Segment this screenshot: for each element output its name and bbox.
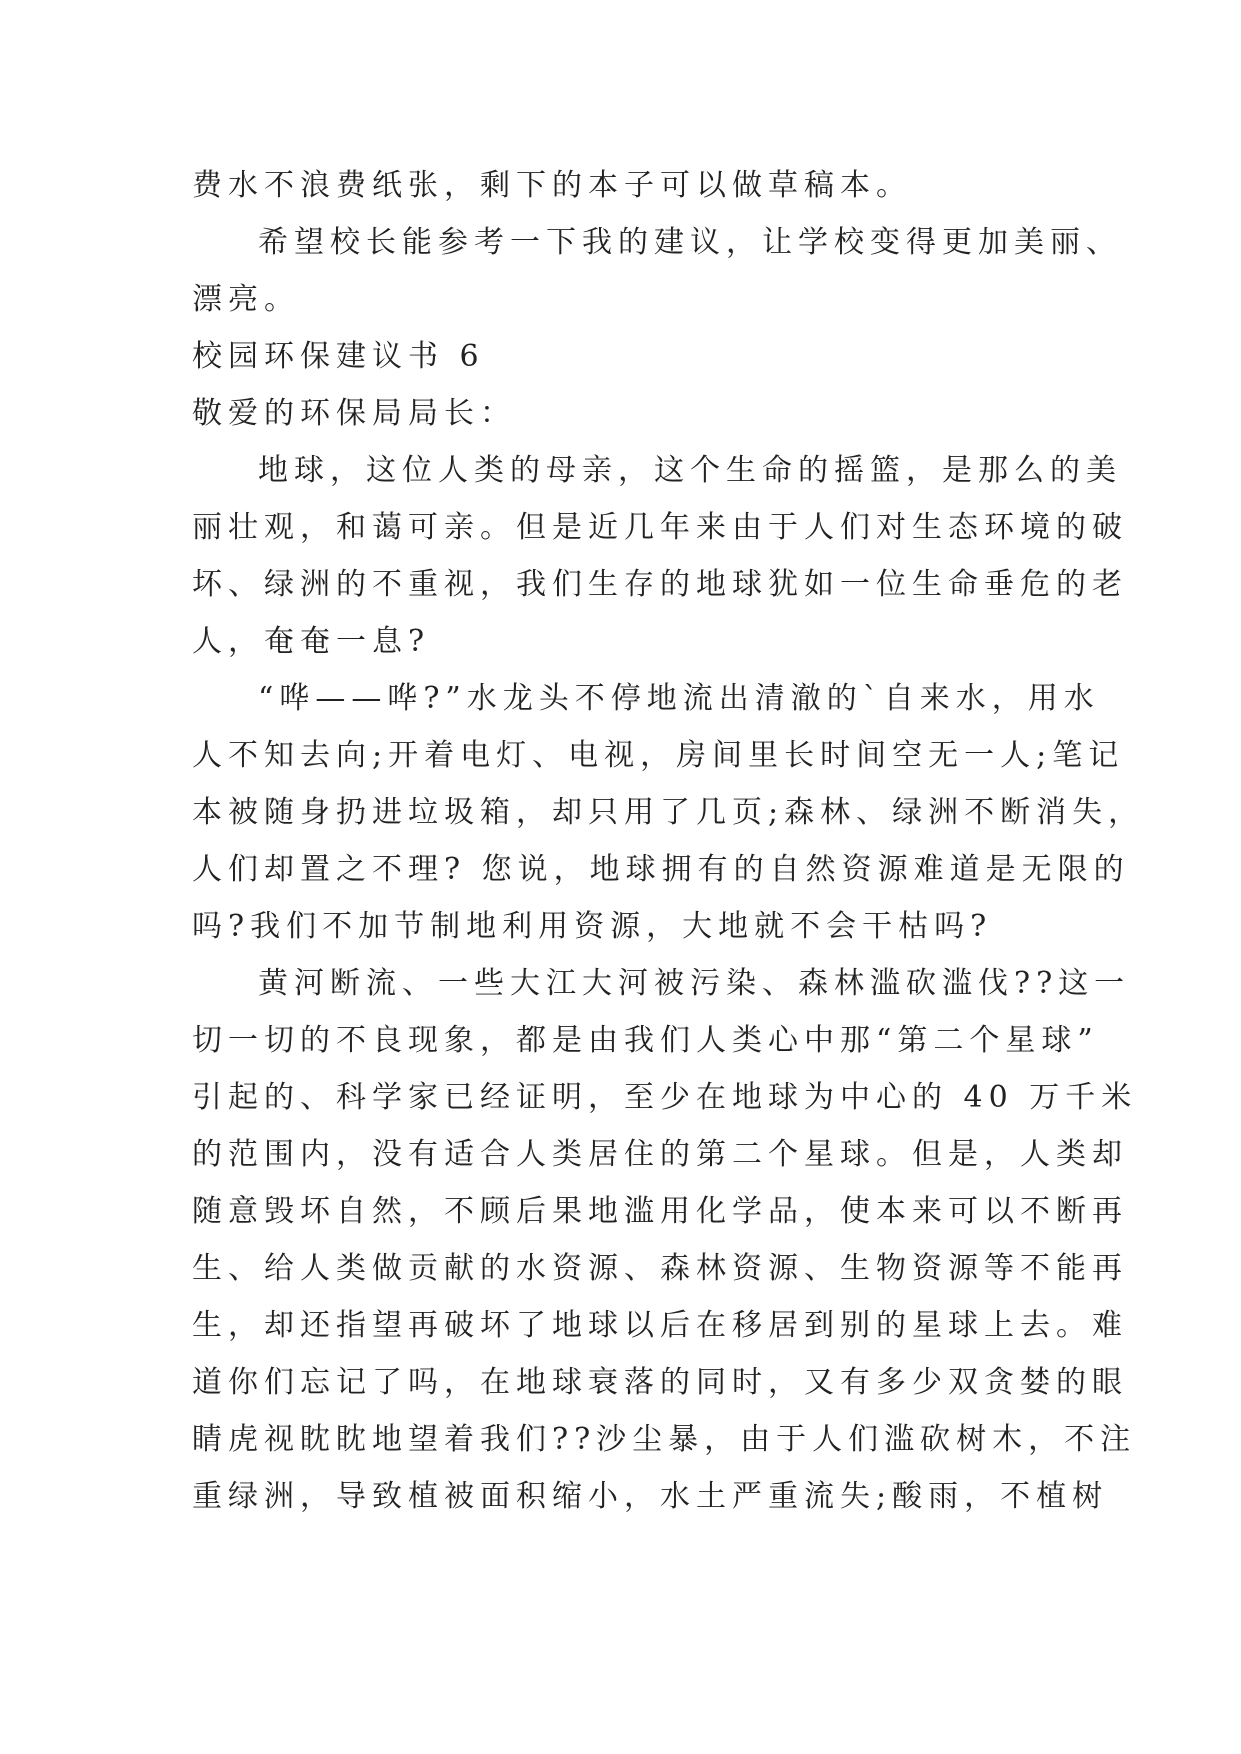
body-text-line: 睛虎视眈眈地望着我们??沙尘暴，由于人们滥砍树木，不注 bbox=[192, 1422, 1137, 1457]
body-text-line: 吗?我们不加节制地利用资源，大地就不会干枯吗? bbox=[192, 909, 993, 944]
body-text-line: 人们却置之不理? 您说，地球拥有的自然资源难道是无限的 bbox=[192, 852, 1130, 887]
paragraph-first-line: “哗——哗?”水龙头不停地流出清澈的`自来水，用水 bbox=[258, 681, 1100, 716]
body-text-line: 生，却还指望再破坏了地球以后在移居到别的星球上去。难 bbox=[192, 1308, 1128, 1343]
body-text-line: 人不知去向;开着电灯、电视，房间里长时间空无一人;笔记 bbox=[192, 738, 1125, 773]
paragraph-first-line: 黄河断流、一些大江大河被污染、森林滥砍滥伐??这一 bbox=[258, 966, 1131, 1001]
paragraph-first-line: 地球，这位人类的母亲，这个生命的摇篮，是那么的美 bbox=[258, 453, 1122, 488]
body-text-line: 随意毁坏自然，不顾后果地滥用化学品，使本来可以不断再 bbox=[192, 1194, 1128, 1229]
body-text-line: 费水不浪费纸张，剩下的本子可以做草稿本。 bbox=[192, 168, 912, 203]
body-text-line: 引起的、科学家已经证明，至少在地球为中心的 40 万千米 bbox=[192, 1080, 1138, 1115]
body-text-line: 漂亮。 bbox=[192, 282, 300, 317]
body-text-line: 切一切的不良现象，都是由我们人类心中那“第二个星球” bbox=[192, 1023, 1099, 1058]
body-text-line: 坏、绿洲的不重视，我们生存的地球犹如一位生命垂危的老 bbox=[192, 567, 1128, 602]
body-text-line: 的范围内，没有适合人类居住的第二个星球。但是，人类却 bbox=[192, 1137, 1128, 1172]
paragraph-first-line: 希望校长能参考一下我的建议，让学校变得更加美丽、 bbox=[258, 225, 1122, 260]
body-text-line: 人，奄奄一息? bbox=[192, 624, 431, 659]
body-text-line: 丽壮观，和蔼可亲。但是近几年来由于人们对生态环境的破 bbox=[192, 510, 1128, 545]
section-title: 校园环保建议书 6 bbox=[192, 339, 485, 374]
letter-salutation: 敬爱的环保局局长： bbox=[192, 396, 516, 431]
body-text-line: 道你们忘记了吗，在地球衰落的同时，又有多少双贪婪的眼 bbox=[192, 1365, 1128, 1400]
body-text-line: 重绿洲，导致植被面积缩小，水土严重流失;酸雨，不植树 bbox=[192, 1479, 1109, 1514]
body-text-line: 生、给人类做贡献的水资源、森林资源、生物资源等不能再 bbox=[192, 1251, 1128, 1286]
body-text-line: 本被随身扔进垃圾箱，却只用了几页;森林、绿洲不断消失， bbox=[192, 795, 1145, 830]
